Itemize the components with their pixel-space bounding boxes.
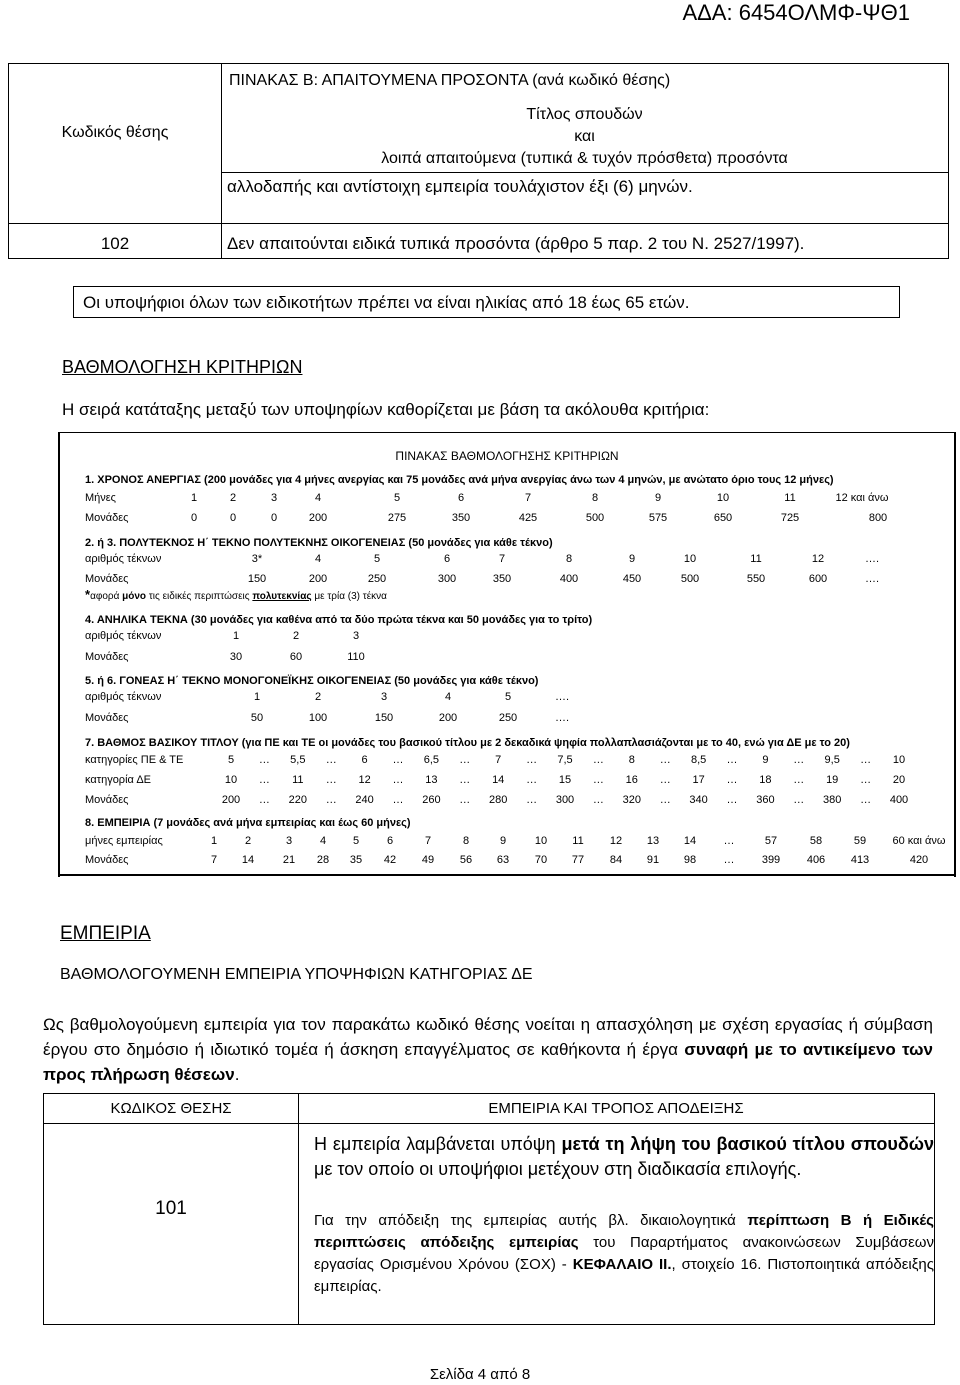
table-cell: 12 xyxy=(358,774,371,786)
table-cell: 5 xyxy=(373,553,381,565)
table-cell: 500 xyxy=(585,512,605,524)
requirements-table xyxy=(8,63,949,259)
table-cell: 220 xyxy=(288,794,307,806)
scoring-title: ΠΙΝΑΚΑΣ ΒΑΘΜΟΛΟΓΗΣΗΣ ΚΡΙΤΗΡΙΩΝ xyxy=(395,449,619,463)
table-cell: 360 xyxy=(756,794,775,806)
table-cell: 77 xyxy=(571,854,585,866)
section-heading: 5. ή 6. ΓΟΝΕΑΣ Η΄ ΤΕΚΝΟ ΜΟΝΟΓΟΝΕΪΚΗΣ ΟΙΚΟΓΕΝΕΙΑΣ (50 μονάδες για κάθε τέκνο) xyxy=(85,675,539,687)
table-cell: 13 xyxy=(425,774,438,786)
table-cell: 2 xyxy=(229,492,237,504)
table-cell: 0 xyxy=(190,512,198,524)
table-cell: 13 xyxy=(646,835,660,847)
table-cell: 7,5 xyxy=(557,754,573,766)
table-cell: 9 xyxy=(499,835,507,847)
table-cell: 1 xyxy=(253,691,261,703)
table-cell: … xyxy=(592,754,604,766)
row-label: Μονάδες xyxy=(85,573,129,585)
table-cell: … xyxy=(592,774,604,786)
table-divider xyxy=(9,223,948,224)
table-cell: … xyxy=(793,794,805,806)
table-cell: 30 xyxy=(229,651,243,663)
table-cell: 11 xyxy=(750,553,762,565)
table-cell: 8 xyxy=(565,553,573,565)
table-cell: 20 xyxy=(892,774,906,786)
table-cell: 5 xyxy=(227,754,235,766)
table-cell: 399 xyxy=(761,854,781,866)
table-cell: 6,5 xyxy=(423,754,440,766)
table-cell: 200 xyxy=(438,712,458,724)
table-cell: 12 xyxy=(811,553,825,565)
table-cell: … xyxy=(659,794,671,806)
table-cell: 650 xyxy=(713,512,733,524)
table-cell: … xyxy=(459,754,471,766)
table-cell: 260 xyxy=(422,794,441,806)
table-cell: …. xyxy=(864,573,880,585)
table-cell: 450 xyxy=(622,573,642,585)
table-cell: 350 xyxy=(492,573,512,585)
table-cell: 91 xyxy=(646,854,660,866)
table-cell: … xyxy=(723,835,735,847)
table-cell: … xyxy=(459,774,471,786)
table-cell: 60 και άνω xyxy=(892,835,946,847)
table-cell: … xyxy=(258,754,270,766)
table-cell: 6 xyxy=(457,492,465,504)
table-cell: 200 xyxy=(221,794,241,806)
table-cell: … xyxy=(325,754,337,766)
table-cell: … xyxy=(793,754,805,766)
requirement-text: Δεν απαιτούνται ειδικά τυπικά προσόντα (άρθρο 5 παρ. 2 του Ν. 2527/1997). xyxy=(227,234,805,253)
table-cell: 3 xyxy=(380,691,388,703)
footnote: *αφορά μόνο τις ειδικές περιπτώσεις πολυτεκνίας με τρία (3) τέκνα xyxy=(85,587,387,602)
table-cell: 10 xyxy=(683,553,697,565)
table-cell: 600 xyxy=(808,573,828,585)
table-cell: 800 xyxy=(868,512,888,524)
experience-heading: ΕΜΠΕΙΡΙΑ xyxy=(60,923,151,944)
table-cell: 57 xyxy=(764,835,778,847)
table-cell: 16 xyxy=(625,774,638,786)
table-cell: 4 xyxy=(319,835,327,847)
table-cell: 9 xyxy=(654,492,662,504)
column-header-experience: ΕΜΠΕΙΡΙΑ ΚΑΙ ΤΡΟΠΟΣ ΑΠΟΔΕΙΞΗΣ xyxy=(488,1100,744,1117)
position-code: 102 xyxy=(100,234,130,253)
table-cell: 84 xyxy=(609,854,623,866)
row-label: κατηγορία ΔΕ xyxy=(85,774,151,786)
section-heading: 4. ΑΝΗΛΙΚΑ ΤΕΚΝΑ (30 μονάδες για καθένα από τα δύο πρώτα τέκνα και 50 μονάδες για το τρίτο) xyxy=(85,614,593,626)
table-cell: … xyxy=(659,774,671,786)
table-cell: 2 xyxy=(244,835,252,847)
table-cell: 340 xyxy=(689,794,708,806)
table-cell: 18 xyxy=(759,774,772,786)
table-border xyxy=(58,874,956,876)
table-cell: 8 xyxy=(462,835,470,847)
criteria-intro: Η σειρά κατάταξης μεταξύ των υποψηφίων καθορίζεται με βάση τα ακόλουθα κριτήρια: xyxy=(62,400,710,419)
table-cell: 4 xyxy=(314,553,322,565)
table-cell: 380 xyxy=(823,794,842,806)
table-cell: 400 xyxy=(889,794,909,806)
table-cell: 11 xyxy=(292,774,304,786)
table-cell: 413 xyxy=(850,854,870,866)
table-cell: 98 xyxy=(683,854,697,866)
table-cell: 200 xyxy=(308,512,328,524)
position-code: 101 xyxy=(155,1198,187,1219)
table-cell: 250 xyxy=(498,712,518,724)
table-cell: 14 xyxy=(492,774,505,786)
table-cell: 1 xyxy=(232,630,240,642)
row-label: κατηγορίες ΠΕ & ΤΕ xyxy=(85,754,184,766)
table-cell: … xyxy=(325,774,337,786)
scoring-table xyxy=(58,432,956,877)
age-note: Οι υποψήφιοι όλων των ειδικοτήτων πρέπει να είναι ηλικίας από 18 έως 65 ετών. xyxy=(73,286,900,318)
experience-text: αλλοδαπής και αντίστοιχη εμπειρία τουλάχιστον έξι (6) μηνών. xyxy=(227,177,693,196)
table-cell: 500 xyxy=(680,573,700,585)
table-cell: 9 xyxy=(628,553,636,565)
table-cell: 10 xyxy=(892,754,906,766)
table-cell: 63 xyxy=(496,854,510,866)
table-divider xyxy=(44,1123,934,1124)
row-label: Μονάδες xyxy=(85,512,129,524)
table-cell: 425 xyxy=(518,512,538,524)
table-cell: 5 xyxy=(352,835,360,847)
table-cell: 5,5 xyxy=(290,754,306,766)
table-cell: … xyxy=(726,754,738,766)
column-header-code: Κωδικός θέσης xyxy=(61,124,169,141)
table-cell: 250 xyxy=(367,573,387,585)
table-cell: 275 xyxy=(387,512,407,524)
table-cell: 1 xyxy=(190,492,198,504)
table-cell: 11 xyxy=(572,835,584,847)
section-heading: 7. ΒΑΘΜΟΣ ΒΑΣΙΚΟΥ ΤΙΤΛΟΥ (για ΠΕ και ΤΕ οι μονάδες του βασικού τίτλου με 2 δεκαδικά ψηφία πολλαπλασιάζονται με το 40, ενώ για ΔΕ με το 20) xyxy=(85,737,850,749)
table-cell: 50 xyxy=(250,712,264,724)
table-cell: … xyxy=(592,794,604,806)
table-cell: 150 xyxy=(374,712,394,724)
table-cell: 14 xyxy=(241,854,255,866)
table-cell: … xyxy=(793,774,805,786)
table-cell: 575 xyxy=(648,512,668,524)
experience-subheading: ΒΑΘΜΟΛΟΓΟΥΜΕΝΗ ΕΜΠΕΙΡΙΑ ΥΠΟΨΗΦΙΩΝ ΚΑΤΗΓΟΡΙΑΣ ΔΕ xyxy=(60,966,533,983)
table-cell: 420 xyxy=(909,854,929,866)
criteria-heading: ΒΑΘΜΟΛΟΓΗΣΗ ΚΡΙΤΗΡΙΩΝ xyxy=(62,357,303,377)
row-label: Μονάδες xyxy=(85,854,129,866)
table-cell: … xyxy=(726,794,738,806)
table-cell: 300 xyxy=(555,794,575,806)
section-heading: 2. ή 3. ΠΟΛΥΤΕΚΝΟΣ Η΄ ΤΕΚΝΟ ΠΟΛΥΤΕΚΝΗΣ ΟΙΚΟΓΕΝΕΙΑΣ (50 μονάδες για κάθε τέκνο) xyxy=(85,537,553,549)
table-cell: 7 xyxy=(498,553,506,565)
table-cell: 9 xyxy=(762,754,769,766)
page-number: Σελίδα 4 από 8 xyxy=(429,1366,531,1383)
experience-table xyxy=(43,1093,935,1325)
table-cell: 110 xyxy=(347,651,365,663)
table-cell: 240 xyxy=(355,794,374,806)
table-cell: 6 xyxy=(443,553,451,565)
table-cell: 7 xyxy=(210,854,218,866)
table-cell: 0 xyxy=(229,512,237,524)
table-cell: … xyxy=(860,774,872,786)
column-header-code: ΚΩΔΙΚΟΣ ΘΕΣΗΣ xyxy=(110,1100,232,1117)
table-cell: 1 xyxy=(210,835,218,847)
section-heading: 8. ΕΜΠΕΙΡΙΑ (7 μονάδες ανά μήνα εμπειρίας και έως 60 μήνες) xyxy=(85,817,411,829)
table-cell: 0 xyxy=(270,512,278,524)
table-cell: 406 xyxy=(806,854,826,866)
table-cell: 15 xyxy=(558,774,572,786)
table-cell: 9,5 xyxy=(824,754,840,766)
table-cell: 12 και άνω xyxy=(835,492,889,504)
table-cell: 280 xyxy=(489,794,508,806)
experience-condition: Η εμπειρία λαμβάνεται υπόψη μετά τη λήψη του βασικού τίτλου σπουδών με τον οποίο οι υποψήφιοι μετέχουν στη διαδικασία επιλογής. xyxy=(314,1134,934,1179)
table-cell: …. xyxy=(864,553,880,565)
table-cell: 2 xyxy=(314,691,322,703)
table-cell: 58 xyxy=(809,835,823,847)
table-cell: … xyxy=(392,794,404,806)
table-cell: 150 xyxy=(247,573,267,585)
table-cell: 4 xyxy=(444,691,452,703)
row-label: αριθμός τέκνων xyxy=(85,691,162,703)
table-cell: 4 xyxy=(314,492,322,504)
table-cell: …. xyxy=(554,712,570,724)
table-divider xyxy=(298,1094,299,1324)
ada-code: ΑΔΑ: 6454ΟΛΜΦ-ΨΘ1 xyxy=(682,0,910,25)
table-cell: 35 xyxy=(349,854,363,866)
table-cell: 550 xyxy=(746,573,766,585)
table-cell: … xyxy=(526,794,538,806)
table-cell: 49 xyxy=(421,854,435,866)
table-cell: 6 xyxy=(386,835,394,847)
table-cell: 6 xyxy=(361,754,368,766)
table-cell: 42 xyxy=(383,854,397,866)
table-title: ΠΙΝΑΚΑΣ Β: ΑΠΑΙΤΟΥΜΕΝΑ ΠΡΟΣΟΝΤΑ (ανά κωδικό θέσης) xyxy=(229,72,671,89)
table-cell: …. xyxy=(554,691,570,703)
table-cell: 10 xyxy=(534,835,548,847)
table-cell: … xyxy=(860,794,872,806)
row-label: Μονάδες xyxy=(85,712,129,724)
experience-paragraph: Ως βαθμολογούμενη εμπειρία για τον παρακάτω κωδικό θέσης νοείται η απασχόληση με σχέση εργασίας ή σύμβαση έργου στο δημόσιο ή ιδιωτικό τομέα ή άσκηση επαγγέλματος σε καθήκοντα ή έργα συναφή με το αντικείμενο των προς πλήρωση θέσεων. xyxy=(43,1015,933,1084)
table-cell: … xyxy=(526,754,538,766)
table-cell: 70 xyxy=(534,854,548,866)
table-cell: 10 xyxy=(716,492,730,504)
table-cell: 3 xyxy=(285,835,293,847)
table-cell: 725 xyxy=(780,512,800,524)
row-label: αριθμός τέκνων xyxy=(85,630,162,642)
table-cell: 11 xyxy=(784,492,796,504)
table-cell: 14 xyxy=(683,835,697,847)
table-cell: … xyxy=(659,754,671,766)
table-cell: … xyxy=(258,794,270,806)
table-cell: … xyxy=(726,774,738,786)
table-cell: … xyxy=(526,774,538,786)
table-cell: 7 xyxy=(495,754,502,766)
column-header-title: Τίτλος σπουδών και λοιπά απαιτούμενα (τυπικά & τυχόν πρόσθετα) προσόντα xyxy=(381,106,788,167)
table-cell: 100 xyxy=(308,712,328,724)
table-cell: 7 xyxy=(524,492,532,504)
table-cell: 350 xyxy=(451,512,471,524)
table-cell: 8,5 xyxy=(690,754,707,766)
row-label: μήνες εμπειρίας xyxy=(85,835,163,847)
section-heading: 1. ΧΡΟΝΟΣ ΑΝΕΡΓΙΑΣ (200 μονάδες για 4 μήνες ανεργίας και 75 μονάδες ανά μήνα ανεργίας άνω των 4 μηνών, με ανώτατο όριο τους 12 μήνες) xyxy=(85,474,834,486)
row-label: Μονάδες xyxy=(85,794,129,806)
table-cell: 7 xyxy=(424,835,432,847)
table-cell: 320 xyxy=(622,794,641,806)
table-cell: 19 xyxy=(826,774,839,786)
table-cell: 59 xyxy=(853,835,867,847)
table-cell: … xyxy=(860,754,872,766)
table-cell: 2 xyxy=(292,630,300,642)
table-cell: 3 xyxy=(352,630,360,642)
table-cell: 200 xyxy=(308,573,328,585)
table-cell: 21 xyxy=(282,854,296,866)
table-cell: 10 xyxy=(224,774,238,786)
table-cell: … xyxy=(325,794,337,806)
row-label: Μήνες xyxy=(85,492,116,504)
table-cell: 8 xyxy=(628,754,635,766)
experience-proof: Για την απόδειξη της εμπειρίας αυτής βλ. δικαιολογητικά περίπτωση Β ή Ειδικές περιπτώσεις απόδειξης εμπειρίας του Παραρτήματος ανακοινώσεων Συμβάσεων εργασίας Ορισμένου Χρόνου (ΣΟΧ) - ΚΕΦΑΛΑΙΟ ΙΙ., στοιχείο 16. Πιστοποιητικά απόδειξης εμπειρίας. xyxy=(314,1212,934,1295)
table-divider xyxy=(221,172,948,173)
table-cell: 28 xyxy=(316,854,330,866)
table-cell: 3* xyxy=(251,553,263,565)
table-cell: 300 xyxy=(437,573,457,585)
table-cell: … xyxy=(258,774,270,786)
table-cell: 3 xyxy=(270,492,278,504)
table-cell: 8 xyxy=(591,492,599,504)
table-cell: 12 xyxy=(609,835,623,847)
table-cell: 17 xyxy=(692,774,705,786)
table-cell: 5 xyxy=(393,492,401,504)
table-cell: 400 xyxy=(559,573,579,585)
table-cell: … xyxy=(392,754,404,766)
table-cell: 5 xyxy=(504,691,512,703)
table-cell: … xyxy=(723,854,735,866)
row-label: αριθμός τέκνων xyxy=(85,553,162,565)
table-cell: … xyxy=(459,794,471,806)
table-cell: 60 xyxy=(289,651,303,663)
table-cell: … xyxy=(392,774,404,786)
table-cell: 56 xyxy=(459,854,473,866)
row-label: Μονάδες xyxy=(85,651,129,663)
